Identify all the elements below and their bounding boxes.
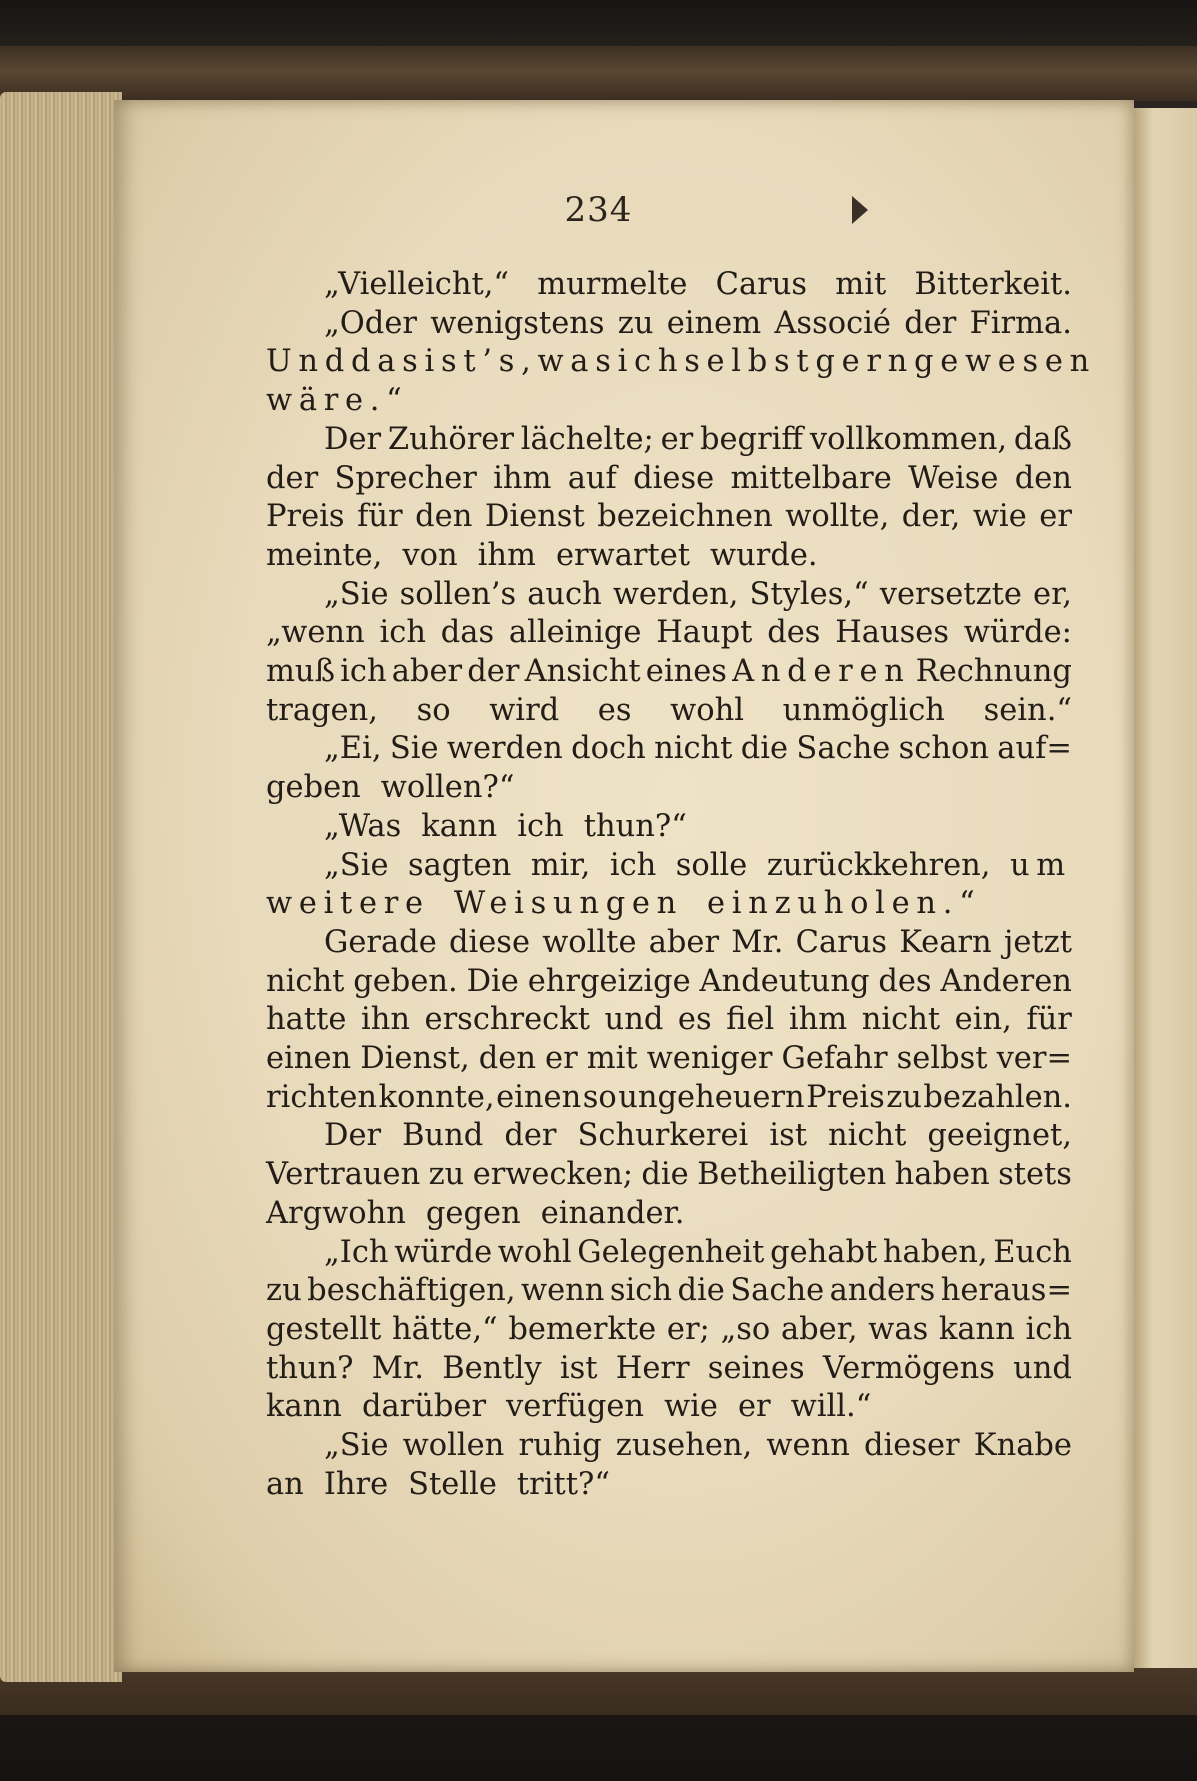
page-stack-edges <box>0 92 122 1682</box>
text-line: „Sie wollen ruhig zusehen, wenn dieser Knabe <box>324 1428 1072 1464</box>
text-line: thun? Mr. Bently ist Herr seines Vermögens und <box>266 1350 1072 1386</box>
text-line: Preis für den Dienst bezeichnen wollte, der, wie er <box>266 499 1072 535</box>
text-line: zu beschäftigen, wenn sich die Sache anders heraus= <box>266 1273 1072 1309</box>
text-line: „wenn ich das alleinige Haupt des Hauses würde: <box>266 615 1072 651</box>
text-line: Der Zuhörer lächelte; er begriff vollkommen, daß <box>324 421 1072 457</box>
text-line: wäre.“ <box>266 383 409 419</box>
adjacent-page-edge <box>1132 108 1197 1668</box>
text-line: geben wollen?“ <box>266 770 515 806</box>
text-line: gestellt hätte,“ bemerkte er; „so aber, was kann ich <box>266 1311 1072 1347</box>
text-line: muß ich aber der Ansicht eines Anderen Rechnung <box>266 654 1072 690</box>
text-line: Gerade diese wollte aber Mr. Carus Kearn jetzt <box>324 924 1072 960</box>
text-line: „Was kann ich thun?“ <box>324 808 687 844</box>
text-line: der Sprecher ihm auf diese mittelbare Weise den <box>266 460 1072 496</box>
text-line: „Sie sagten mir, ich solle zurückkehren, um <box>324 847 1072 883</box>
text-line: Der Bund der Schurkerei ist nicht geeignet, <box>324 1118 1072 1154</box>
text-line: richten konnte, einen so ungeheuern Preis zu bezahlen. <box>266 1079 1072 1115</box>
text-line: „Oder wenigstens zu einem Associé der Firma. <box>324 305 1072 341</box>
text-line: „Ei, Sie werden doch nicht die Sache schon auf= <box>324 731 1072 767</box>
text-line: „Vielleicht,“ murmelte Carus mit Bitterkeit. <box>324 267 1072 302</box>
text-line: Vertrauen zu erwecken; die Betheiligten haben stets <box>266 1157 1072 1193</box>
text-line: Und das ist’s, was ich selbst gern gewesen <box>266 344 1097 380</box>
text-line: hatte ihn erschreckt und es fiel ihm nicht ein, für <box>266 1002 1072 1038</box>
text-line: weitere Weisungen einzuholen.“ <box>266 886 982 922</box>
text-line: meinte, von ihm erwartet wurde. <box>266 537 818 573</box>
text-line: nicht geben. Die ehrgeizige Andeutung des Anderen <box>266 963 1072 999</box>
text-line: „Sie sollen’s auch werden, Styles,“ versetzte er, <box>324 576 1072 612</box>
text-line: einen Dienst, den er mit weniger Gefahr selbst ver= <box>266 1041 1072 1077</box>
text-line: kann darüber verfügen wie er will.“ <box>266 1389 872 1425</box>
header-ornament-icon <box>852 196 868 224</box>
text-line: „Ich würde wohl Gelegenheit gehabt haben, Euch <box>324 1234 1072 1270</box>
book-binding-top <box>0 46 1197 101</box>
page-number: 234 <box>564 190 633 230</box>
text-line: Argwohn gegen einander. <box>266 1195 685 1231</box>
text-line: tragen, so wird es wohl unmöglich sein.“ <box>266 692 1072 728</box>
text-line: an Ihre Stelle tritt?“ <box>266 1466 610 1502</box>
body-text <box>266 266 1097 1505</box>
